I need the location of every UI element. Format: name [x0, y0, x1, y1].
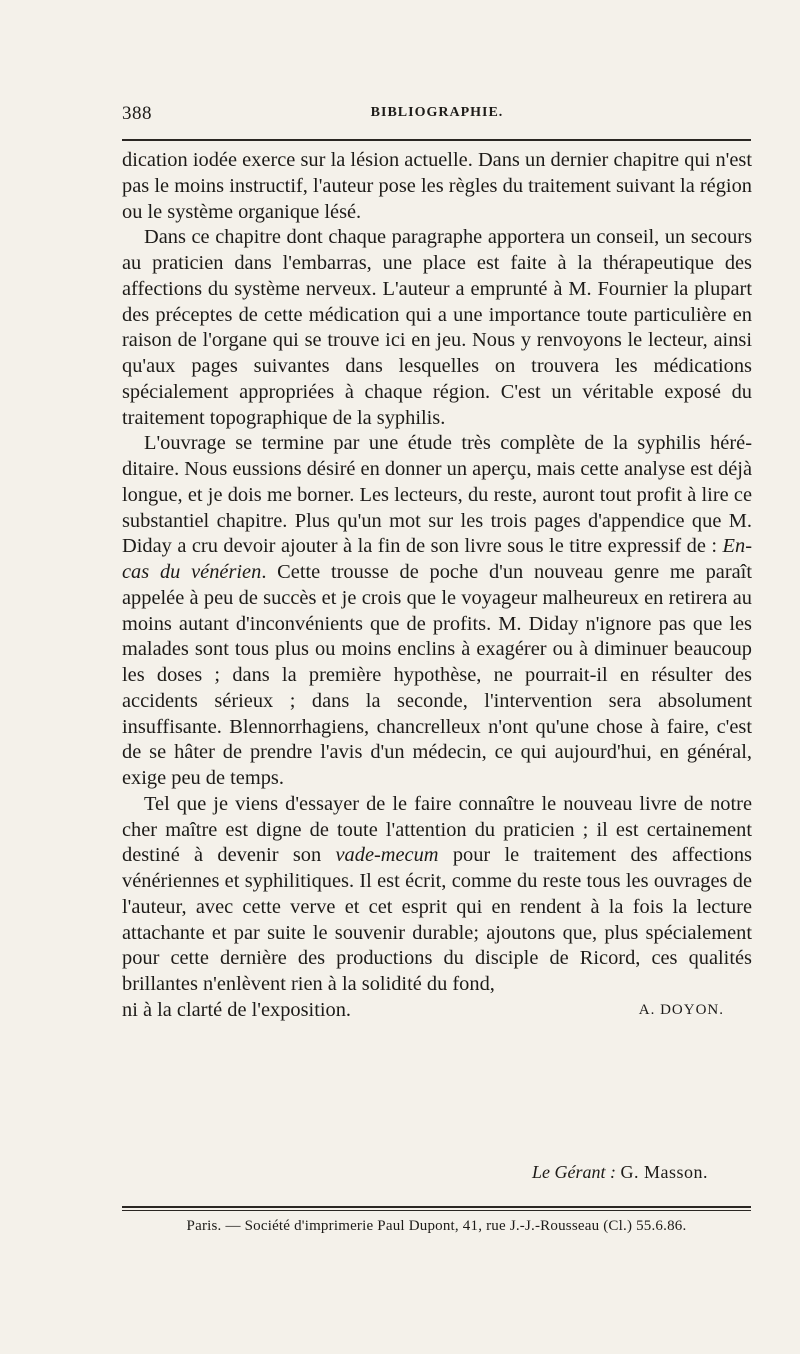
header-rule: [122, 139, 751, 141]
vade-mecum-term: vade-mecum: [335, 844, 439, 867]
running-title: BIBLIOGRAPHIE.: [370, 105, 504, 120]
paragraph-2: Dans ce chapitre dont chaque paragraphe apportera un conseil, un secours au praticien dans l'embarras, une place est faite à la thérapeutique des affections du système nerveux. L'auteur a emprunté à M. Fournier la plupart des préceptes de cette médication qui a une importance toute particulière en raison de l'organe qui se trouve ici en jeu. Nous y renvoyons le lecteur, ainsi qu'aux pages suivantes dans lesquelles on trouvera les médications spécialement appropriées à chaque région. C'est un véritable exposé du traitement topographique de la syphilis.: [122, 226, 752, 429]
gerant-name: G. Masson.: [620, 1162, 708, 1182]
paragraph-4-text-b: pour le traitement des affections vénériennes et syphilitiques. Il est écrit, comme du reste tous les ouvrages de l'auteur, avec cette verve et cet esprit qui en rendent à la fois la lecture attachante et par suite le souvenir durable; ajoutons que, plus spécialement pour cette dernière des productions du disciple de Ricord, ces qualités brillantes n'enlèvent rien à la solidité du fond,: [122, 844, 752, 995]
closing-line: [122, 998, 752, 1024]
body-text: [122, 148, 752, 1024]
appendix-title: En-cas du vénérien: [122, 535, 752, 583]
page-header: [122, 103, 752, 129]
footer-rule-thin: [122, 1210, 751, 1211]
paragraph-3-text-b: . Cette trousse de poche d'un nouveau genre me paraît appelée à peu de succès et je crois que le voyageur malheureux en retirera au moins autant d'inconvénients que de profits. M. Diday n'ignore pas que les malades sont tous plus ou moins enclins à exagérer ou à diminuer beaucoup les doses ; dans la première hypothèse, ne pourrait-il en résulter des accidents sérieux ; dans la seconde, l'intervention sera absolument insuffisante. Blennorrhagiens, chancrelleux n'ont qu'une chose à faire, c'est de se hâter de prendre l'avis d'un médecin, ce qui aujourd'hui, en général, exige peu de temps.: [122, 561, 752, 789]
page-number: 388: [122, 103, 152, 124]
paragraph-1: dication iodée exerce sur la lésion actuelle. Dans un dernier chapitre qui n'est pas le moins instructif, l'auteur pose les règles du traitement suivant la région ou le système organique lésé.: [122, 149, 752, 223]
paragraph-4: [122, 792, 752, 998]
gerant-line: [122, 1162, 708, 1183]
paragraph-3-text-a: L'ouvrage se termine par une étude très complète de la syphilis héréditaire. Nous eussions désiré en donner un aperçu, mais cette analyse est déjà longue, et je dois me borner. Les lecteurs, du reste, auront tout profit à lire ce substantiel chapitre. Plus qu'un mot sur les trois pages d'appendice que M. Diday a cru devoir ajouter à la fin de son livre sous le titre expressif de :: [122, 432, 752, 558]
author-signature: A. DOYON.: [638, 1001, 724, 1018]
paragraph-3: [122, 431, 752, 792]
paragraph-4-text-a: Tel que je viens d'essayer de le faire connaître le nouveau livre de notre cher maître est digne de toute l'attention du praticien ; il est certainement destiné à devenir son: [122, 792, 752, 867]
gerant-label: Le Gérant :: [531, 1162, 616, 1182]
footer-rule-thick: [122, 1206, 751, 1208]
paragraph-4-last-line: ni à la clarté de l'exposition.: [122, 998, 352, 1021]
printer-imprint: Paris. — Société d'imprimerie Paul Dupont, 41, rue J.-J.-Rousseau (Cl.) 55.6.86.: [186, 1218, 687, 1234]
